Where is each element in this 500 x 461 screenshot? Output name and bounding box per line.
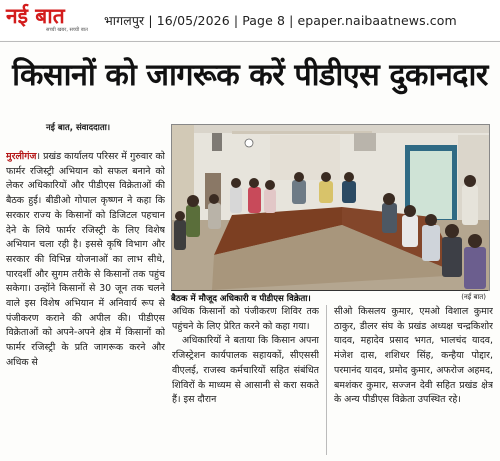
- photo-credit: (नई बात): [461, 293, 486, 301]
- paragraph: अधिकारियों ने बताया कि किसान अपना रजिस्ट्रेशन कार्यपालक सहायकों, सीएससी वीएलई, राजस्व कर्मचारियों सहित संबंधित शिविरों के माध्यम से आसानी से करा सकते हैं। इस दौरान: [172, 335, 319, 406]
- dateline-place: मुरलीगंज: [6, 151, 37, 162]
- newspaper-logo: [6, 4, 94, 36]
- masthead: [0, 0, 500, 40]
- paragraph: । प्रखंड कार्यालय परिसर में गुरुवार को फार्मर रजिस्ट्री अभियान को सफल बनाने को लेकर अधिकारियों और पीडीएस विक्रेताओं की बैठक हुई। बीडीओ गोपाल कृष्णन ने कहा कि सरकार राज्य के किसानों को डिजिटल पहचान देने के लिये फार्मर रजिस्ट्री के लिए विशेष अभियान चला रही है। इससे कृषि विभाग और सरकार की विभिन्न योजनाओं का लाभ सीधे, पारदर्शी और सुगम तरीके से किसानों तक पहुंच सकेगा। उन्होंने किसानों से 30 जून तक चलने वाले इस विशेष अभियान में अनिवार्य रूप से पंजीकरण कराने की अपील की। पीडीएस विक्रेताओं को अपने-अपने क्षेत्र में किसानों को फार्मर रजिस्ट्री के प्रति जागरूक करने और अधिक से: [6, 151, 165, 368]
- paragraph: अधिक किसानों को पंजीकरण शिविर तक पहुंचने के लिए प्रेरित करने को कहा गया।: [172, 306, 319, 332]
- meeting-photo-image: [172, 125, 489, 290]
- header-divider: [0, 41, 500, 42]
- logo-tagline: सच्ची खबर, सच्ची बात: [46, 27, 88, 33]
- meeting-photo: [171, 124, 490, 291]
- photo-caption: बैठक में मौजूद अधिकारी व पीडीएस विक्रेता।: [171, 294, 311, 304]
- photo-caption-bar: [171, 290, 488, 305]
- headline: किसानों को जागरूक करें पीडीएस दुकानदार: [12, 58, 488, 93]
- edition-dateline: भागलपुर | 16/05/2026 | Page 8 | epaper.naibaatnews.com: [104, 13, 457, 28]
- article-column-1: [6, 150, 165, 460]
- article-column-2: [172, 305, 319, 460]
- article-column-3: [334, 305, 493, 460]
- logo-text: नई बात: [6, 4, 65, 28]
- paragraph: सीओ किसलय कुमार, एमओ विशाल कुमार ठाकुर, डीलर संघ के प्रखंड अध्यक्ष चन्द्रकिशोर यादव, महादेव प्रसाद भगत, भालचंद यादव, मंजेश दास, शशिधर सिंह, कन्हैया पोद्दार, परमानंद यादव, प्रमोद कुमार, अफरोज अहमद, बमशंकर कुमार, सज्जन देवी सहित प्रखंड क्षेत्र के अन्य पीडीएस विक्रेता उपस्थित रहे।: [334, 306, 493, 406]
- column-divider: [326, 305, 327, 455]
- byline: नई बात, संवाददाता।: [46, 123, 111, 133]
